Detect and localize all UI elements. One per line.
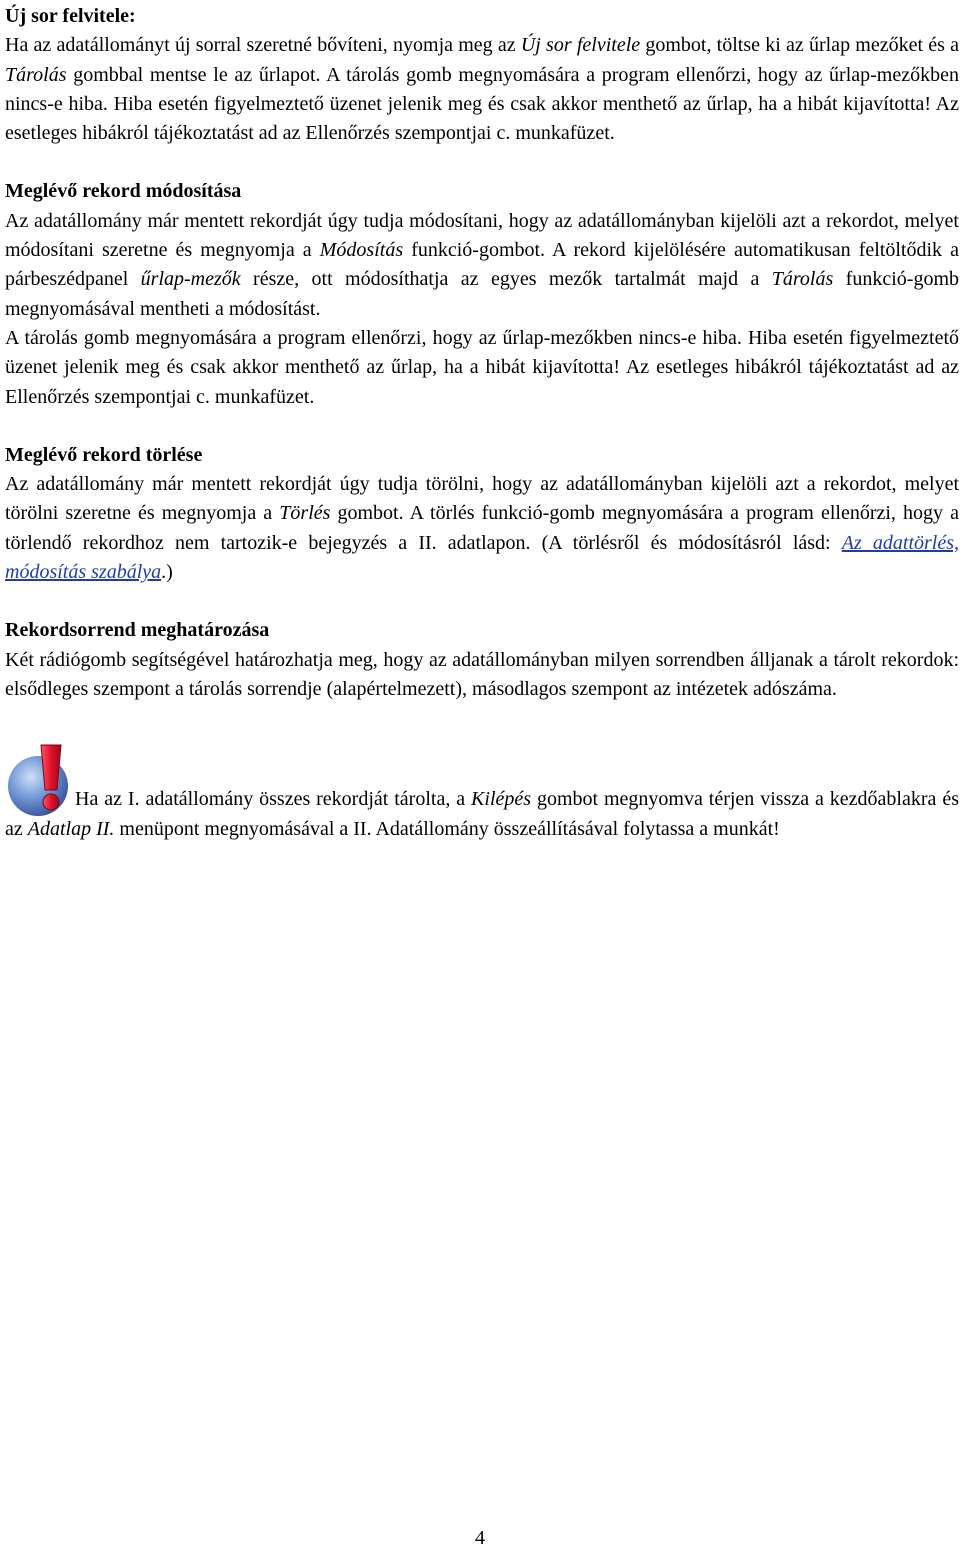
text: gombot megnyomva térjen vissza a kezdőablakra és az xyxy=(5,788,959,840)
section-record-order xyxy=(5,616,959,704)
rules-link[interactable]: Az adattörlés, módosítás szabálya xyxy=(5,531,959,584)
text: Két rádiógomb segítségével határozhatja meg, hogy az adatállományban milyen sorrendben álljanak a tárolt rekordok: elsődleges szempont a tárolás sorrendje (alapértelmezett), másodlagos szempont az intézetek adószáma. xyxy=(5,648,959,700)
page-number: 4 xyxy=(475,1527,485,1549)
text: Ha az adatállományt új sorral szeretné bővíteni, nyomja meg az xyxy=(5,34,521,57)
text: Az adatállomány már mentett rekordját úgy tudja módosítani, hogy az adatállományban kijelöli azt a rekordot, melyet módosítani szeretne és megnyomja a xyxy=(5,209,959,262)
section-new-row xyxy=(5,2,959,148)
button-name-save: Tárolás xyxy=(771,268,834,291)
text: gombot, töltse ki az űrlap mezőket és a xyxy=(640,34,959,57)
exclamation-warning-icon xyxy=(5,742,75,816)
section-delete xyxy=(5,441,959,587)
document-page xyxy=(5,0,959,844)
button-name-modify: Módosítás xyxy=(319,239,404,262)
section-heading-delete: Meglévő rekord törlése xyxy=(5,443,203,466)
section-heading-modify: Meglévő rekord módosítása xyxy=(5,180,242,203)
text: Az adatállomány már mentett rekordját úgy tudja törölni, hogy az adatállományban kijelöli azt a rekordot, melyet törölni szeretne és megnyomja a xyxy=(5,473,959,525)
note-text xyxy=(5,742,959,844)
text: gombbal mentse le az űrlapot. A tárolás gomb megnyomására a program ellenőrzi, hogy az űrlap-mezőkben nincs-e hiba. Hiba esetén figyelmeztető üzenet jelenik meg és csak akkor menthető az űrlap, ha a hibát kijavította! Az esetleges hibákról tájékoztatást ad az Ellenőrzés szempontjai c. munkafüzet. xyxy=(5,63,959,145)
text: menüpont megnyomásával a II. Adatállomány összeállításával folytassa a munkát! xyxy=(114,817,780,840)
text: .) xyxy=(161,561,173,584)
text: része, ott módosíthatja az egyes mezők tartalmát majd a xyxy=(240,268,772,291)
text: gombot. A törlés funkció-gomb megnyomására a program ellenőrzi, hogy a törlendő rekordhoz nem tartozik-e bejegyzés a II. adatlapon. (A törlésről és módosításról lásd: xyxy=(5,502,959,554)
note-block xyxy=(5,742,959,844)
button-name-new-row: Új sor felvitele xyxy=(520,34,641,57)
section-heading-new-row: Új sor felvitele: xyxy=(5,5,136,27)
button-name-delete: Törlés xyxy=(279,502,331,525)
text: Ha az I. adatállomány összes rekordját tárolta, a xyxy=(75,788,472,811)
text: funkció-gomb megnyomásával mentheti a módosítást. xyxy=(5,268,959,320)
menu-item-name-datasheet-ii: Adatlap II. xyxy=(27,817,115,840)
section-heading-record-order: Rekordsorrend meghatározása xyxy=(5,619,270,642)
text: A tárolás gomb megnyomására a program ellenőrzi, hogy az űrlap-mezőkben nincs-e hiba. Hiba esetén figyelmeztető üzenet jelenik meg és csak akkor menthető az űrlap, ha a hibát kijavította! Az esetleges hibákról tájékoztatást ad az Ellenőrzés szempontjai c. munkafüzet. xyxy=(5,326,959,408)
section-modify xyxy=(5,177,959,411)
term-form-fields: űrlap-mezők xyxy=(140,268,241,291)
button-name-save: Tárolás xyxy=(5,63,67,86)
text: funkció-gombot. A rekord kijelölésére automatikusan feltöltődik a párbeszédpanel xyxy=(5,239,959,291)
button-name-exit: Kilépés xyxy=(471,788,532,811)
